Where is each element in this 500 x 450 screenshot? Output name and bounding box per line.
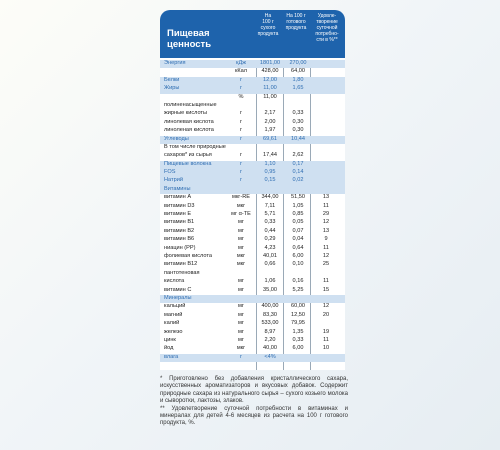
table-row: [160, 337, 345, 345]
row-name: Минералы: [164, 294, 192, 301]
row-name: ниацин (PP): [164, 244, 196, 251]
row-unit: г: [239, 177, 243, 184]
row-value-dry: 1,06: [264, 278, 276, 285]
row-value-dry: 4,23: [264, 244, 276, 251]
row-name: магний: [164, 311, 183, 318]
table-row: [160, 303, 345, 311]
row-value-ready: 0,07: [292, 227, 304, 234]
row-value-ready: 0,17: [292, 160, 304, 167]
row-value-ready: 60,00: [291, 303, 305, 310]
row-value-ready: 1,05: [292, 202, 304, 209]
row-value-dry: 11,00: [263, 93, 277, 100]
row-value-daily: 11: [323, 336, 329, 343]
table-title: Пищевая ценность: [167, 28, 212, 50]
table-row: [160, 253, 345, 261]
row-name: Пищевые волокна: [164, 160, 212, 167]
table-row: [160, 152, 345, 160]
row-value-dry: 400,00: [261, 303, 279, 310]
row-value-dry: 35,00: [263, 286, 277, 293]
row-value-ready: 10,44: [291, 135, 305, 142]
row-value-dry: 0,44: [264, 227, 276, 234]
table-row: [160, 169, 345, 177]
row-unit: г: [239, 85, 243, 92]
row-value-dry: 0,33: [264, 219, 276, 226]
row-unit: мкг: [236, 202, 246, 209]
row-unit: г: [239, 118, 243, 125]
table-row: [160, 127, 345, 135]
row-name: линолевая кислота: [164, 118, 214, 125]
row-value-ready: 270,00: [289, 60, 307, 66]
row-name: калий: [164, 320, 180, 327]
row-name: Белки: [164, 76, 180, 83]
row-value-daily: 12: [322, 219, 330, 226]
row-unit: мг: [238, 311, 244, 318]
row-unit: мкг: [236, 261, 246, 268]
row-name: Витамины: [164, 185, 191, 192]
row-unit: г: [239, 152, 243, 159]
row-value-ready: 0,85: [292, 211, 304, 218]
row-unit: мг: [238, 236, 244, 243]
column-header-ready: На 100 г готового продукта: [285, 13, 307, 31]
row-unit: г: [239, 160, 243, 167]
row-name: витамин Е: [164, 211, 192, 218]
row-value-ready: 64,00: [291, 68, 305, 75]
table-row: [160, 278, 345, 286]
row-value-ready: 0,04: [292, 236, 304, 243]
row-value-dry: 17,44: [263, 152, 277, 159]
row-value-dry: 8,97: [264, 328, 276, 335]
row-value-ready: 0,02: [292, 177, 304, 184]
row-value-daily: 29: [322, 211, 330, 218]
row-value-dry: 5,71: [264, 211, 276, 218]
row-value-daily: 10: [322, 345, 330, 352]
row-name: Натрий: [164, 177, 183, 184]
row-name: витамин В2: [164, 227, 195, 234]
row-name: цинк: [164, 336, 176, 343]
row-value-daily: 11: [323, 278, 329, 285]
row-name: Энергия: [164, 60, 186, 66]
table-row: [160, 186, 345, 194]
row-unit: мг: [238, 286, 244, 293]
row-value-ready: 0,05: [292, 219, 304, 226]
row-value-ready: 6,00: [292, 252, 304, 259]
row-value-daily: 11: [323, 244, 329, 251]
row-unit: г: [239, 135, 243, 142]
row-unit: г: [239, 169, 243, 176]
row-unit: мг α-ТЕ: [231, 211, 251, 218]
row-unit: мг: [238, 278, 244, 285]
row-value-daily: 12: [322, 252, 330, 259]
row-value-dry: 1,97: [264, 127, 276, 134]
row-value-ready: 1,80: [292, 76, 304, 83]
table-row: [160, 312, 345, 320]
row-unit: мг: [238, 328, 244, 335]
row-unit: мкг-RE: [232, 194, 250, 201]
row-unit: мг: [238, 227, 244, 234]
table-row: [160, 211, 345, 219]
row-name: кислота: [164, 278, 185, 285]
row-unit: мг: [238, 219, 244, 226]
table-row: [160, 228, 345, 236]
row-name: Углеводы: [164, 135, 189, 142]
row-value-dry: 428,00: [261, 68, 279, 75]
row-unit: г: [239, 127, 243, 134]
row-value-dry: 0,66: [264, 261, 276, 268]
row-value-daily: 13: [322, 194, 330, 201]
row-value-dry: 1,10: [264, 160, 276, 167]
row-value-daily: 11: [323, 202, 329, 209]
table-row: [160, 261, 345, 269]
row-unit: мг: [238, 244, 244, 251]
row-value-daily: 15: [322, 286, 330, 293]
row-value-ready: 1,65: [292, 85, 304, 92]
row-name: В том числе природные: [164, 143, 226, 150]
row-value-ready: 0,30: [292, 127, 304, 134]
row-unit: г: [239, 110, 243, 117]
column-header-daily-need: Удовле- творение суточной потребно- сти в %**: [315, 13, 339, 43]
row-unit: мкг: [236, 345, 246, 352]
row-value-dry: 7,11: [264, 202, 276, 209]
footnote-sugar: * Приготовлено без добавления кристаллического сахара, искусственных ароматизаторов и вкусовых добавок. Содержит природные сахара из натурального сырья – сухого козьего молока и сыворотки, лактозы, злаков.: [160, 376, 348, 405]
table-header: [160, 10, 345, 58]
row-value-daily: 20: [322, 311, 330, 318]
footnotes: [160, 376, 348, 428]
row-value-dry: 1801,00: [259, 60, 281, 66]
row-name: витамин С: [164, 286, 192, 293]
row-name: сахаров* из сырья: [164, 152, 212, 159]
row-value-dry: 344,00: [261, 194, 279, 201]
table-row: [160, 295, 345, 303]
row-value-dry: 0,29: [264, 236, 276, 243]
row-unit: г: [239, 353, 243, 360]
row-name: линоленая кислота: [164, 127, 214, 134]
row-value-dry: 40,00: [263, 345, 277, 352]
row-value-ready: 1,35: [292, 328, 304, 335]
row-name: железо: [164, 328, 183, 335]
row-unit: кКал: [234, 68, 248, 75]
row-name: фолиевая кислота: [164, 252, 212, 259]
table-row: [160, 136, 345, 144]
row-value-dry: 2,20: [264, 336, 276, 343]
table-row: [160, 236, 345, 244]
row-value-daily: 13: [322, 227, 330, 234]
table-row: [160, 77, 345, 85]
footnote-daily-need: ** Удовлетворение суточной потребности в витаминах и минералах для детей 4-6 месяцев из расчета на 100 г готового продукта, %.: [160, 405, 348, 427]
row-name: витамин В6: [164, 236, 195, 243]
table-row: [160, 161, 345, 169]
table-row: [160, 102, 345, 110]
row-value-dry: 0,15: [264, 177, 276, 184]
row-value-ready: 0,33: [292, 336, 304, 343]
table-row: [160, 329, 345, 337]
row-unit: мг: [238, 303, 244, 310]
row-value-dry: <4%: [264, 353, 276, 360]
table-body: [160, 60, 345, 362]
table-row: [160, 68, 345, 76]
row-name: витамин D3: [164, 202, 195, 209]
row-value-ready: 6,00: [292, 345, 304, 352]
row-value-dry: 40,01: [263, 252, 277, 259]
row-value-dry: 12,00: [263, 76, 277, 83]
row-value-daily: 25: [322, 261, 330, 268]
row-unit: мг: [238, 320, 244, 327]
row-value-ready: 0,14: [292, 169, 304, 176]
table-row: [160, 320, 345, 328]
row-name: пантотеновая: [164, 269, 200, 276]
row-value-ready: 0,64: [292, 244, 304, 251]
row-value-ready: 79,95: [291, 320, 305, 327]
row-name: жирные кислоты: [164, 110, 208, 117]
row-value-daily: 12: [322, 303, 330, 310]
table-row: [160, 245, 345, 253]
row-value-dry: 83,30: [263, 311, 277, 318]
table-row: [160, 60, 345, 68]
row-name: витамин В12: [164, 261, 198, 268]
row-value-ready: 0,10: [292, 261, 304, 268]
row-value-dry: 2,00: [264, 118, 276, 125]
table-row: [160, 85, 345, 93]
row-name: полиненасыщенные: [164, 101, 217, 108]
row-name: йод: [164, 345, 174, 352]
row-name: витамин А: [164, 194, 192, 201]
table-row: [160, 194, 345, 202]
row-unit: мг: [238, 336, 244, 343]
row-unit: мкг: [236, 252, 246, 259]
table-row: [160, 94, 345, 102]
row-value-dry: 11,00: [263, 85, 277, 92]
row-value-ready: 12,50: [291, 311, 305, 318]
table-row: [160, 203, 345, 211]
row-name: кальций: [164, 303, 186, 310]
row-value-ready: 0,16: [292, 278, 304, 285]
row-name: витамин В1: [164, 219, 195, 226]
table-row: [160, 345, 345, 353]
row-name: Жиры: [164, 85, 180, 92]
row-value-dry: 69,61: [263, 135, 277, 142]
nutrition-table: [160, 10, 345, 370]
table-row: [160, 354, 345, 362]
row-unit: кДж: [236, 60, 246, 66]
table-row: [160, 110, 345, 118]
row-value-daily: 9: [324, 236, 328, 243]
row-name: FOS: [164, 169, 176, 176]
row-value-ready: 0,30: [292, 118, 304, 125]
row-value-daily: 19: [322, 328, 330, 335]
row-name: влага: [164, 353, 179, 360]
table-row: [160, 144, 345, 152]
table-row: [160, 219, 345, 227]
row-value-dry: 2,17: [264, 110, 276, 117]
row-value-ready: 5,25: [292, 286, 304, 293]
row-value-dry: 0,95: [264, 169, 276, 176]
row-value-ready: 2,62: [292, 152, 304, 159]
row-unit: %: [238, 93, 244, 100]
table-row: [160, 270, 345, 278]
row-value-dry: 533,00: [261, 320, 279, 327]
row-unit: г: [239, 76, 243, 83]
row-value-ready: 0,33: [292, 110, 304, 117]
column-header-dry: На 100 г сухого продукта: [257, 13, 279, 37]
table-row: [160, 177, 345, 185]
row-value-ready: 51,50: [291, 194, 305, 201]
table-row: [160, 287, 345, 295]
table-row: [160, 119, 345, 127]
